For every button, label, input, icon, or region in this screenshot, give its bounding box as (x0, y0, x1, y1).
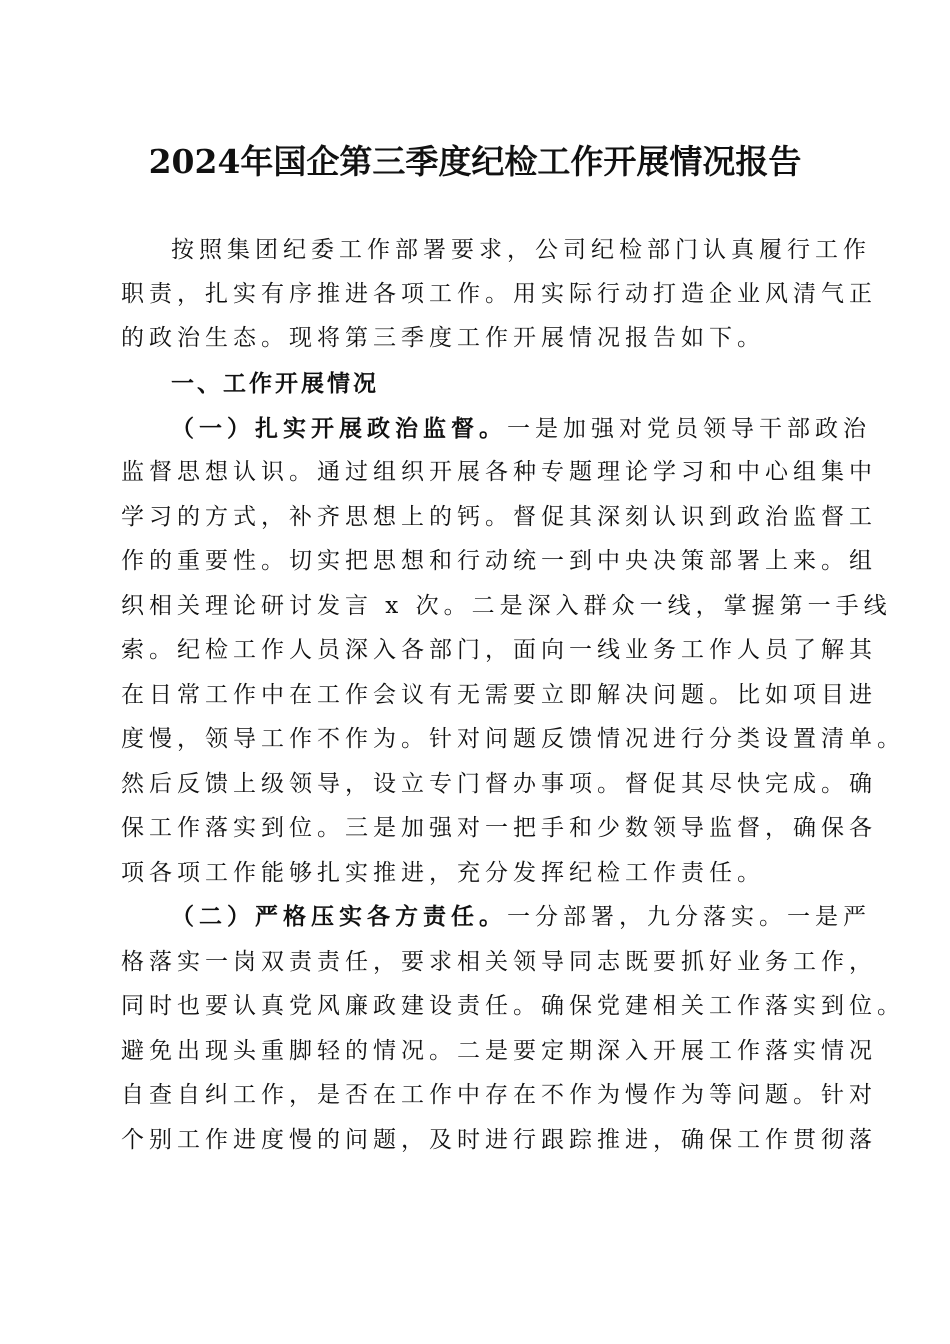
paragraph-line: 自查自纠工作，是否在工作中存在不作为慢作为等问题。针对 (121, 1082, 877, 1108)
paragraph-line: 职责，扎实有序推进各项工作。用实际行动打造企业风清气正 (121, 281, 877, 307)
paragraph-line: 织相关理论研讨发言 x 次。二是深入群众一线，掌握第一手线 (121, 593, 892, 619)
paragraph-line: 索。纪检工作人员深入各部门，面向一线业务工作人员了解其 (121, 637, 877, 663)
paragraph-line (171, 411, 871, 447)
paragraph-line (171, 899, 871, 935)
paragraph-line: 项各项工作能够扎实推进，充分发挥纪检工作责任。 (121, 860, 765, 886)
subsection-heading: （一）扎实开展政治监督。 (171, 415, 507, 442)
paragraph-line: 按照集团纪委工作部署要求，公司纪检部门认真履行工作 (171, 237, 871, 263)
paragraph-line: 的政治生态。现将第三季度工作开展情况报告如下。 (121, 325, 765, 351)
paragraph-line: 保工作落实到位。三是加强对一把手和少数领导监督，确保各 (121, 815, 877, 841)
document-title: 2024年国企第三季度纪检工作开展情况报告 (148, 142, 802, 181)
subsection-heading: （二）严格压实各方责任。 (171, 903, 507, 930)
paragraph-line: 学习的方式，补齐思想上的钙。督促其深刻认识到政治监督工 (121, 504, 877, 530)
section-heading: 一、工作开展情况 (171, 370, 379, 397)
paragraph-text: 一分部署，九分落实。一是严 (507, 904, 871, 930)
paragraph-line: 在日常工作中在工作会议有无需要立即解决问题。比如项目进 (121, 682, 877, 708)
paragraph-line: 个别工作进度慢的问题，及时进行跟踪推进，确保工作贯彻落 (121, 1127, 877, 1153)
paragraph-line: 同时也要认真党风廉政建设责任。确保党建相关工作落实到位。 (121, 993, 905, 1019)
paragraph-line: 度慢，领导工作不作为。针对问题反馈情况进行分类设置清单。 (121, 726, 905, 752)
paragraph-line: 然后反馈上级领导，设立专门督办事项。督促其尽快完成。确 (121, 771, 877, 797)
paragraph-line: 避免出现头重脚轻的情况。二是要定期深入开展工作落实情况 (121, 1038, 877, 1064)
paragraph-line: 监督思想认识。通过组织开展各种专题理论学习和中心组集中 (121, 459, 877, 485)
paragraph-line: 格落实一岗双责责任，要求相关领导同志既要抓好业务工作， (121, 949, 877, 975)
paragraph-line: 作的重要性。切实把思想和行动统一到中央决策部署上来。组 (121, 548, 877, 574)
paragraph-text: 一是加强对党员领导干部政治 (507, 416, 871, 442)
